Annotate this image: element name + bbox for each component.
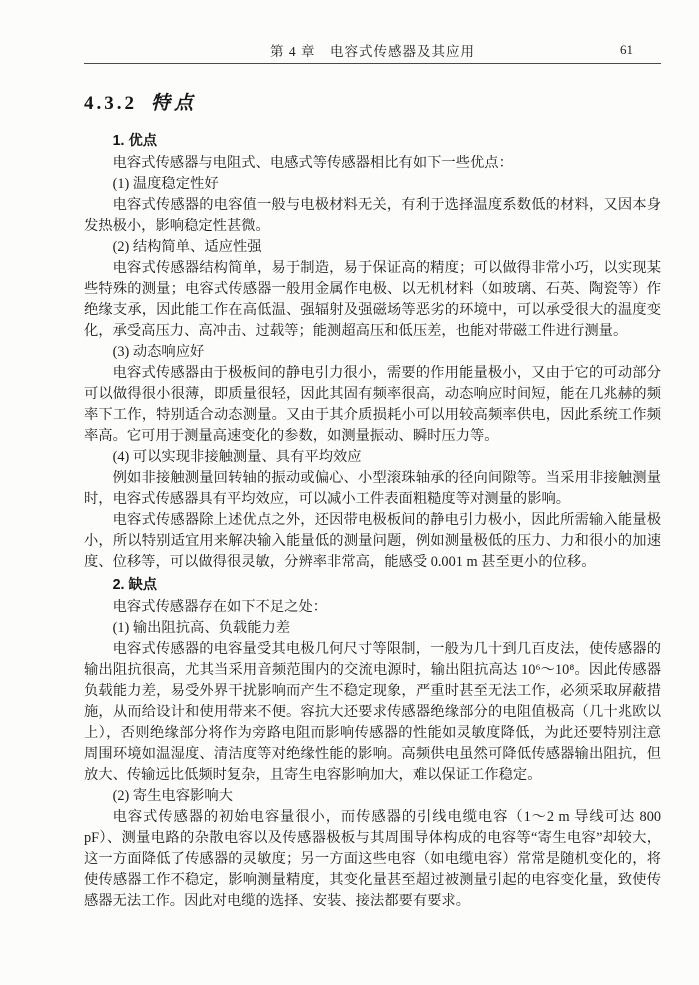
item-heading-high-impedance: (1) 输出阻抗高、负载能力差 xyxy=(112,620,291,636)
paragraph-low-energy: 电容式传感器除上述优点之外，还因带电极板间的静电引力极小，因此所需输入能量极小，所以特别适宜用来解决输入能量低的测量问题，例如测量极低的压力、力和很小的加速度、位移等，可以做得很灵敏，分辨率非常高，能感受 0.001 m 甚至更小的位移。 xyxy=(84,512,661,570)
section-title: 特点 xyxy=(151,93,198,114)
page-number: 61 xyxy=(620,42,633,57)
paragraph-temp-stability: 电容式传感器的电容值一般与电极材料无关，有利于选择温度系数低的材料，又因本身发热极小，影响稳定性甚微。 xyxy=(84,197,661,234)
chapter-title: 第 4 章 电容式传感器及其应用 xyxy=(270,44,475,59)
subheading-advantages: 1. 优点 xyxy=(112,133,158,149)
running-head xyxy=(84,40,661,64)
paragraph-noncontact: 例如非接触测量回转轴的振动或偏心、小型滚珠轴承的径向间隙等。当采用非接触测量时，电容式传感器具有平均效应，可以减小工件表面粗糙度等对测量的影响。 xyxy=(84,470,661,507)
body-text xyxy=(84,131,661,912)
item-heading-noncontact: (4) 可以实现非接触测量、具有平均效应 xyxy=(112,449,362,465)
item-heading-dynamic-response: (3) 动态响应好 xyxy=(112,344,205,360)
paragraph-dynamic-response: 电容式传感器由于极板间的静电引力很小，需要的作用能量极小，又由于它的可动部分可以做得很小很薄，即质量很轻，因此其固有频率很高，动态响应时间短，能在几兆赫的频率下工作，特别适合动态测量。又由于其介质损耗小可以用较高频率供电，因此系统工作频率高。它可用于测量高速变化的参数，如测量振动、瞬时压力等。 xyxy=(84,365,661,444)
paragraph-parasitic-capacitance: 电容式传感器的初始电容量很小，而传感器的引线电缆电容（1～2 m 导线可达 800 pF）、测量电路的杂散电容以及传感器极板与其周围导体构成的电容等“寄生电容”却较大，这一方面降低了传感器的灵敏度；另一方面这些电容（如电缆电容）常常是随机变化的，将使传感器工作不稳定，影响测量精度，其变化量甚至超过被测量引起的电容变化量，致使传感器无法工作。因此对电缆的选择、安装、接法都要有要求。 xyxy=(84,809,661,909)
subheading-disadvantages: 2. 缺点 xyxy=(112,577,158,593)
item-heading-parasitic-capacitance: (2) 寄生电容影响大 xyxy=(112,788,233,804)
item-heading-temp-stability: (1) 温度稳定性好 xyxy=(112,176,219,192)
item-heading-simple-structure: (2) 结构简单、适应性强 xyxy=(112,239,262,255)
paragraph-simple-structure: 电容式传感器结构简单，易于制造，易于保证高的精度；可以做得非常小巧，以实现某些特殊的测量；电容式传感器一般用金属作电极、以无机材料（如玻璃、石英、陶瓷等）作绝缘支承，因此能工作在高低温、强辐射及强磁场等恶劣的环境中，可以承受很大的温度变化，承受高压力、高冲击、过载等；能测超高压和低压差，也能对带磁工件进行测量。 xyxy=(84,260,661,339)
paragraph-high-impedance: 电容式传感器的电容量受其电极几何尺寸等限制，一般为几十到几百皮法，使传感器的输出阻抗很高，尤其当采用音频范围内的交流电源时，输出阻抗高达 10⁶～10⁸。因此传感器负载能力差，易受外界干扰影响而产生不稳定现象，严重时甚至无法工作，必须采取屏蔽措施，从而给设计和使用带来不便。容抗大还要求传感器绝缘部分的电阻值极高（几十兆欧以上），否则绝缘部分将作为旁路电阻而影响传感器的性能如灵敏度降低，为此还要特别注意周围环境如温湿度、清洁度等对绝缘性能的影响。高频供电虽然可降低传感器输出阻抗，但放大、传输远比低频时复杂，且寄生电容影响加大，难以保证工作稳定。 xyxy=(84,641,661,783)
section-heading xyxy=(84,88,661,115)
paragraph-disadvantages-intro: 电容式传感器存在如下不足之处： xyxy=(112,599,328,615)
paragraph-advantages-intro: 电容式传感器与电阻式、电感式等传感器相比有如下一些优点： xyxy=(112,155,513,171)
page-content xyxy=(84,40,661,912)
section-number: 4.3.2 xyxy=(84,93,137,114)
